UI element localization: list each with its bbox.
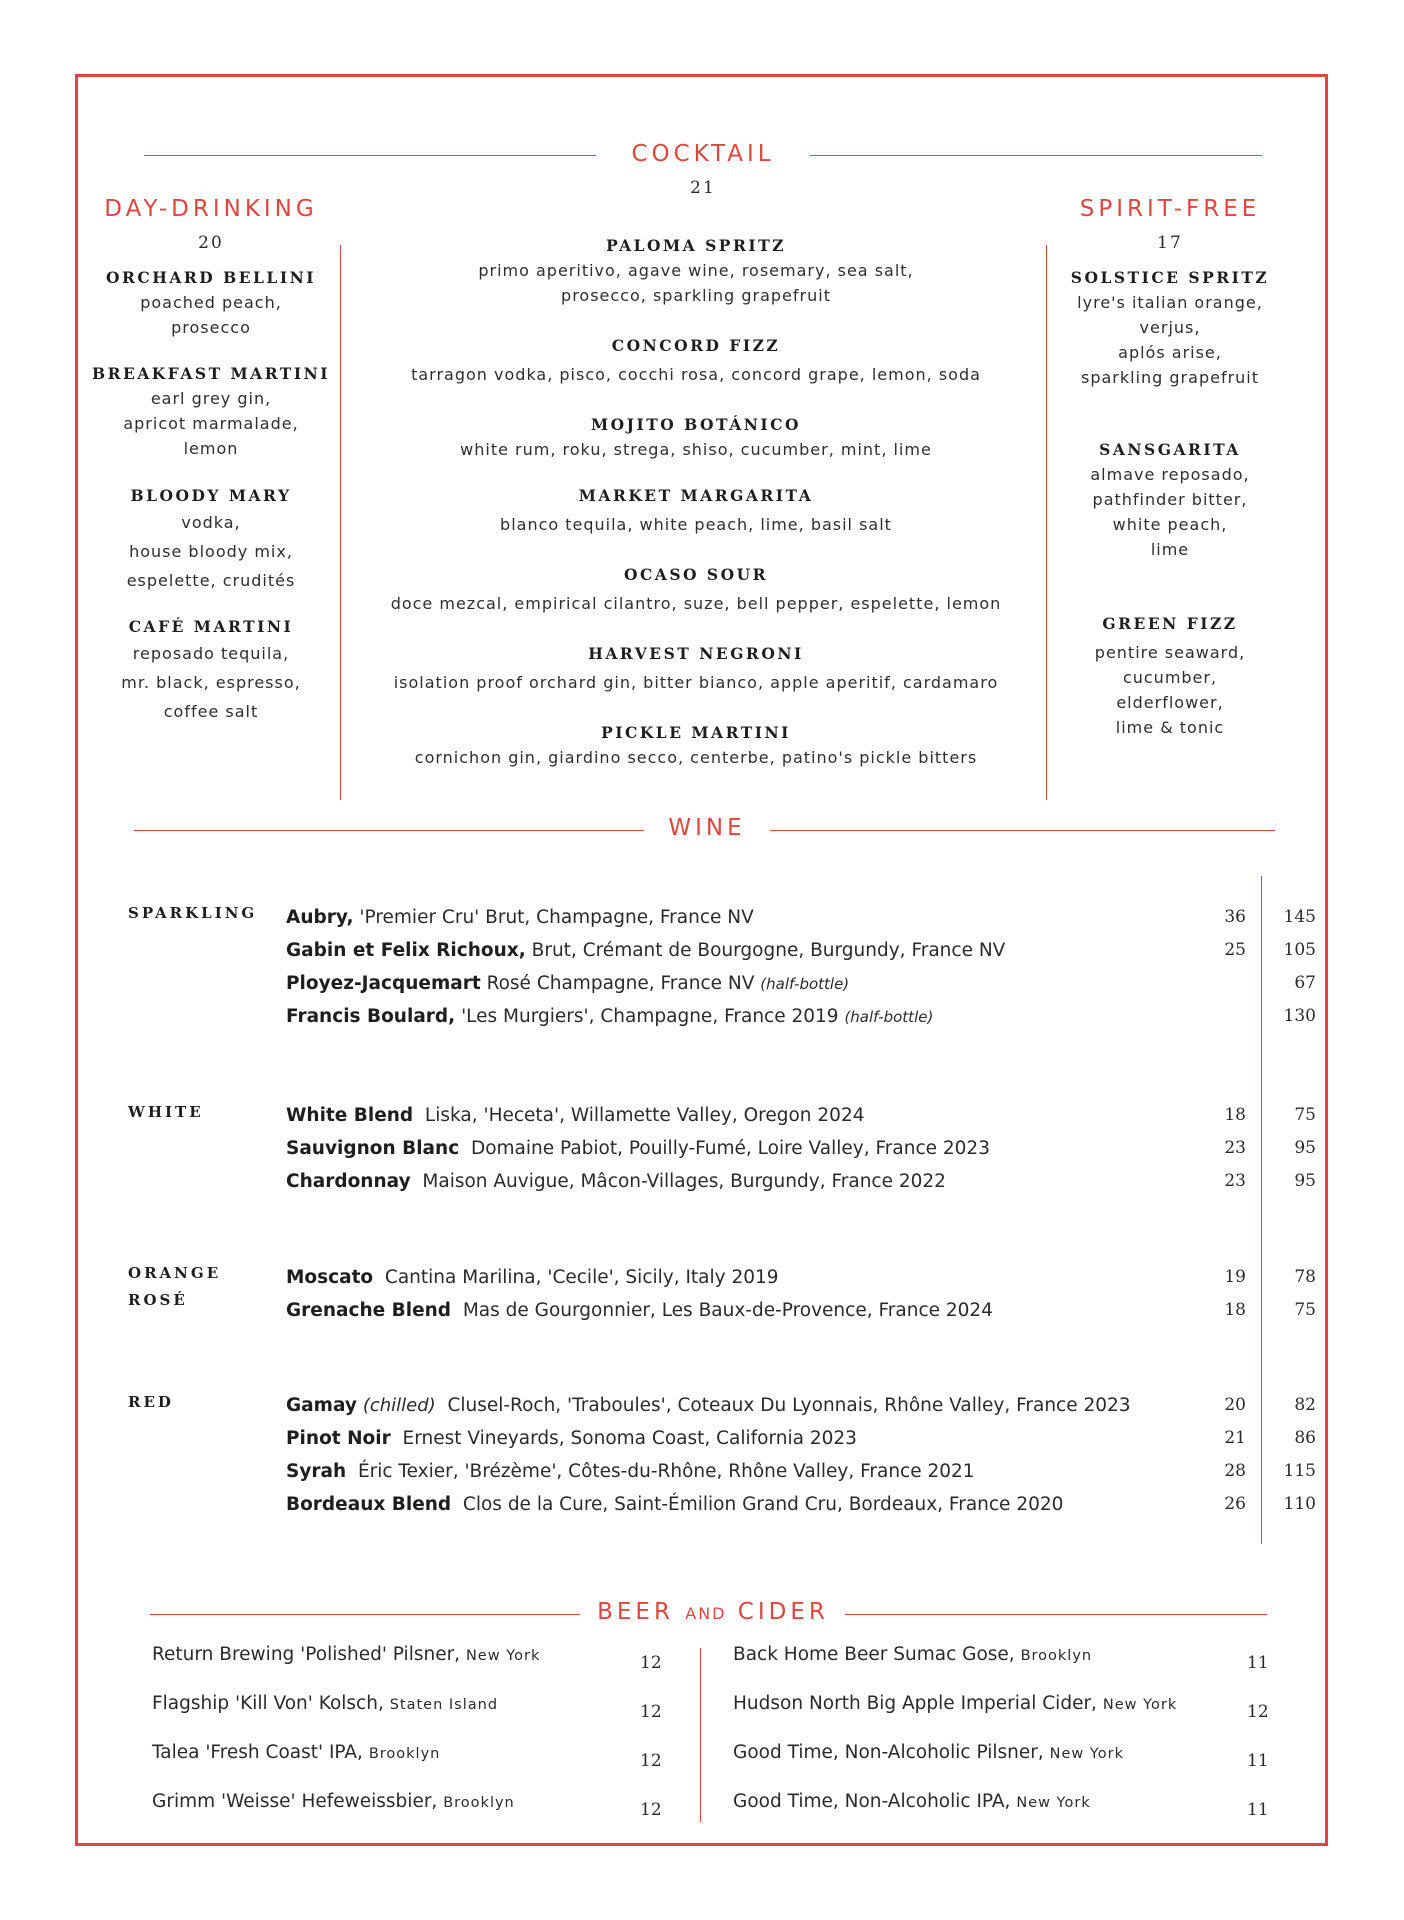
beer-location: Brooklyn bbox=[1020, 1648, 1093, 1664]
day-drinking-list bbox=[80, 266, 342, 726]
wine-bottle-price: 82 bbox=[1294, 1395, 1316, 1415]
drink-name: HARVEST NEGRONI bbox=[588, 644, 804, 663]
wine-name: Moscato bbox=[286, 1267, 374, 1288]
wine-detail: Domaine Pabiot, Pouilly-Fumé, Loire Valley, France 2023 bbox=[470, 1138, 990, 1159]
beer-title-beer: BEER bbox=[597, 1599, 674, 1625]
drink-item bbox=[350, 484, 1042, 541]
wine-name: White Blend bbox=[286, 1105, 414, 1126]
wine-bottle-price: 105 bbox=[1283, 940, 1316, 960]
wine-glass-price: 25 bbox=[1224, 940, 1246, 960]
cocktail-rule-left bbox=[144, 155, 596, 156]
drink-description: lyre's italian orange, verjus, aplós arise, sparkling grapefruit bbox=[1077, 293, 1263, 387]
wine-name: Gabin et Felix Richoux, bbox=[286, 940, 526, 961]
beer-rule-left bbox=[150, 1614, 580, 1615]
wine-name: Bordeaux Blend bbox=[286, 1494, 452, 1515]
wine-category-white: WHITE bbox=[128, 1103, 204, 1121]
beer-name: Talea 'Fresh Coast' IPA, bbox=[152, 1742, 363, 1763]
beer-price: 12 bbox=[640, 1751, 662, 1771]
drink-description: poached peach, prosecco bbox=[140, 293, 282, 337]
wine-detail: 'Premier Cru' Brut, Champagne, France NV bbox=[359, 907, 754, 928]
drink-item bbox=[350, 563, 1042, 620]
wine-bottle-price: 78 bbox=[1294, 1267, 1316, 1287]
wine-detail: Ernest Vineyards, Sonoma Coast, California 2023 bbox=[402, 1428, 857, 1449]
wine-rule-left bbox=[134, 830, 644, 831]
beer-title-and: AND bbox=[685, 1604, 727, 1623]
beer-location: New York bbox=[465, 1648, 541, 1664]
wine-bottle-price: 145 bbox=[1283, 907, 1316, 927]
wine-note: (chilled) bbox=[362, 1395, 436, 1416]
wine-detail: Cantina Marilina, 'Cecile', Sicily, Italy 2019 bbox=[384, 1267, 779, 1288]
wine-bottle-price: 75 bbox=[1294, 1300, 1316, 1320]
drink-name: CAFÉ MARTINI bbox=[128, 617, 294, 636]
drink-description: pentire seaward, cucumber, elderflower, lime & tonic bbox=[1094, 643, 1246, 737]
beer-row bbox=[733, 1679, 1273, 1729]
drink-description: primo aperitivo, agave wine, rosemary, sea salt, prosecco, sparkling grapefruit bbox=[478, 261, 914, 305]
beer-price: 12 bbox=[1247, 1702, 1269, 1722]
drink-name: OCASO SOUR bbox=[623, 565, 769, 584]
beer-location: New York bbox=[1016, 1795, 1091, 1811]
wine-detail: 'Les Murgiers', Champagne, France 2019 bbox=[461, 1006, 839, 1027]
wine-row bbox=[286, 1422, 1316, 1455]
beer-location: Brooklyn bbox=[368, 1746, 441, 1762]
wine-category-sparkling: SPARKLING bbox=[128, 904, 258, 922]
cocktail-list bbox=[350, 234, 1042, 770]
beer-title bbox=[584, 1599, 842, 1625]
drink-item bbox=[1050, 266, 1290, 390]
beer-name: Hudson North Big Apple Imperial Cider, bbox=[733, 1693, 1097, 1714]
drink-name: PALOMA SPRITZ bbox=[606, 236, 786, 255]
beer-location: New York bbox=[1102, 1697, 1178, 1713]
wine-name: Gamay bbox=[286, 1395, 357, 1416]
drink-item bbox=[1050, 438, 1290, 562]
beer-title-cider: CIDER bbox=[737, 1599, 829, 1625]
wine-name: Sauvignon Blanc bbox=[286, 1138, 460, 1159]
wine-row bbox=[286, 1261, 1316, 1294]
wine-detail: Clos de la Cure, Saint-Émilion Grand Cru, Bordeaux, France 2020 bbox=[462, 1494, 1064, 1515]
drink-name: GREEN FIZZ bbox=[1102, 614, 1238, 633]
cocktail-rule-right bbox=[810, 155, 1262, 156]
wine-detail: Mas de Gourgonnier, Les Baux-de-Provence, France 2024 bbox=[462, 1300, 993, 1321]
wine-category-red: RED bbox=[128, 1393, 174, 1411]
beer-price: 12 bbox=[640, 1702, 662, 1722]
wine-title: WINE bbox=[668, 815, 746, 841]
wine-name: Chardonnay bbox=[286, 1171, 411, 1192]
beer-name: Good Time, Non-Alcoholic IPA, bbox=[733, 1791, 1011, 1812]
wine-bottle-price: 110 bbox=[1283, 1494, 1316, 1514]
wine-category-orange-rose: ORANGE ROSÉ bbox=[128, 1264, 222, 1309]
drink-description: doce mezcal, empirical cilantro, suze, bell pepper, espelette, lemon bbox=[390, 594, 1002, 613]
beer-row bbox=[733, 1728, 1273, 1778]
drink-item bbox=[80, 266, 342, 340]
drink-item bbox=[350, 334, 1042, 391]
drink-name: MOJITO BOTÁNICO bbox=[590, 415, 802, 434]
beer-name: Good Time, Non-Alcoholic Pilsner, bbox=[733, 1742, 1044, 1763]
wine-row bbox=[286, 1000, 1316, 1033]
spirit-free-price: 17 bbox=[1157, 233, 1183, 253]
wine-row bbox=[286, 1132, 1316, 1165]
drink-item bbox=[80, 615, 342, 726]
beer-location: New York bbox=[1049, 1746, 1125, 1762]
drink-description: isolation proof orchard gin, bitter bianco, apple aperitif, cardamaro bbox=[393, 673, 999, 692]
drink-item bbox=[80, 484, 342, 595]
wine-glass-price: 23 bbox=[1224, 1171, 1246, 1191]
wine-detail: Éric Texier, 'Brézème', Côtes-du-Rhône, Rhône Valley, France 2021 bbox=[357, 1461, 975, 1482]
beer-price: 12 bbox=[640, 1653, 662, 1673]
beer-row bbox=[733, 1630, 1273, 1680]
drink-description: almave reposado, pathfinder bitter, white peach, lime bbox=[1090, 465, 1250, 559]
spirit-free-list bbox=[1050, 266, 1290, 740]
wine-glass-price: 28 bbox=[1224, 1461, 1246, 1481]
wine-glass-price: 18 bbox=[1224, 1105, 1246, 1125]
wine-bottle-price: 115 bbox=[1283, 1461, 1316, 1481]
column-divider-left bbox=[340, 245, 341, 800]
drink-item bbox=[350, 721, 1042, 770]
wine-row bbox=[286, 1455, 1316, 1488]
drink-item bbox=[80, 362, 342, 461]
wine-note: (half-bottle) bbox=[844, 1008, 934, 1026]
beer-location: Staten Island bbox=[389, 1697, 499, 1713]
wine-row bbox=[286, 1099, 1316, 1132]
beer-row bbox=[152, 1728, 672, 1778]
wine-name: Pinot Noir bbox=[286, 1428, 391, 1449]
drink-item bbox=[350, 234, 1042, 308]
wine-bottle-price: 130 bbox=[1283, 1006, 1316, 1026]
drink-description: earl grey gin, apricot marmalade, lemon bbox=[123, 389, 299, 458]
wine-row bbox=[286, 967, 1316, 1000]
beer-row bbox=[152, 1679, 672, 1729]
beer-location: Brooklyn bbox=[443, 1795, 515, 1811]
wine-row bbox=[286, 901, 1316, 934]
drink-description: blanco tequila, white peach, lime, basil salt bbox=[500, 515, 892, 534]
drink-name: SANSGARITA bbox=[1099, 440, 1241, 459]
wine-name: Syrah bbox=[286, 1461, 347, 1482]
day-drinking-title: DAY-DRINKING bbox=[104, 196, 318, 222]
beer-price: 12 bbox=[640, 1800, 662, 1820]
wine-rule-right bbox=[770, 830, 1275, 831]
beer-name: Back Home Beer Sumac Gose, bbox=[733, 1644, 1015, 1665]
wine-glass-price: 23 bbox=[1224, 1138, 1246, 1158]
beer-name: Return Brewing 'Polished' Pilsner, bbox=[152, 1644, 461, 1665]
drink-name: PICKLE MARTINI bbox=[601, 723, 791, 742]
wine-detail: Liska, 'Heceta', Willamette Valley, Oregon 2024 bbox=[424, 1105, 865, 1126]
beer-price: 11 bbox=[1247, 1653, 1269, 1673]
beer-rule-right bbox=[845, 1614, 1267, 1615]
wine-bottle-price: 67 bbox=[1294, 973, 1316, 993]
wine-glass-price: 21 bbox=[1224, 1428, 1246, 1448]
wine-glass-price: 19 bbox=[1224, 1267, 1246, 1287]
drink-description: vodka, house bloody mix, espelette, crudités bbox=[126, 513, 296, 590]
spirit-free-title: SPIRIT-FREE bbox=[1079, 196, 1261, 222]
wine-name: Francis Boulard, bbox=[286, 1006, 456, 1027]
wine-note: (half-bottle) bbox=[760, 975, 850, 993]
beer-row bbox=[733, 1777, 1273, 1827]
drink-name: SOLSTICE SPRITZ bbox=[1070, 268, 1270, 287]
beer-price: 11 bbox=[1247, 1751, 1269, 1771]
wine-glass-price: 20 bbox=[1224, 1395, 1246, 1415]
wine-row bbox=[286, 1294, 1316, 1327]
beer-row bbox=[152, 1777, 672, 1827]
wine-glass-price: 36 bbox=[1224, 907, 1246, 927]
drink-name: BREAKFAST MARTINI bbox=[91, 364, 331, 383]
wine-bottle-price: 95 bbox=[1294, 1171, 1316, 1191]
wine-name: Aubry, bbox=[286, 907, 354, 928]
drink-name: ORCHARD BELLINI bbox=[106, 268, 316, 287]
drink-description: cornichon gin, giardino secco, centerbe, patino's pickle bitters bbox=[414, 748, 978, 767]
drink-item bbox=[350, 642, 1042, 699]
wine-bottle-price: 75 bbox=[1294, 1105, 1316, 1125]
cocktail-title: COCKTAIL bbox=[631, 141, 775, 167]
drink-name: BLOODY MARY bbox=[130, 486, 292, 505]
wine-row bbox=[286, 1389, 1316, 1422]
wine-bottle-price: 86 bbox=[1294, 1428, 1316, 1448]
drink-name: CONCORD FIZZ bbox=[611, 336, 781, 355]
wine-glass-price: 26 bbox=[1224, 1494, 1246, 1514]
wine-row bbox=[286, 1165, 1316, 1198]
wine-glass-price: 18 bbox=[1224, 1300, 1246, 1320]
wine-bottle-price: 95 bbox=[1294, 1138, 1316, 1158]
day-drinking-price: 20 bbox=[198, 233, 224, 253]
wine-detail: Maison Auvigue, Mâcon-Villages, Burgundy, France 2022 bbox=[422, 1171, 946, 1192]
cocktail-price: 21 bbox=[690, 178, 716, 198]
wine-name: Grenache Blend bbox=[286, 1300, 452, 1321]
drink-item bbox=[1050, 612, 1290, 740]
beer-name: Grimm 'Weisse' Hefeweissbier, bbox=[152, 1791, 438, 1812]
wine-row bbox=[286, 1488, 1316, 1521]
beer-name: Flagship 'Kill Von' Kolsch, bbox=[152, 1693, 384, 1714]
drink-description: white rum, roku, strega, shiso, cucumber, mint, lime bbox=[460, 440, 932, 459]
beer-price: 11 bbox=[1247, 1800, 1269, 1820]
wine-row bbox=[286, 934, 1316, 967]
beer-row bbox=[152, 1630, 672, 1680]
drink-description: tarragon vodka, pisco, cocchi rosa, concord grape, lemon, soda bbox=[411, 365, 981, 384]
beer-column-divider bbox=[700, 1648, 701, 1822]
drink-name: MARKET MARGARITA bbox=[578, 486, 814, 505]
wine-detail: Brut, Crémant de Bourgogne, Burgundy, France NV bbox=[531, 940, 1006, 961]
wine-name: Ployez-Jacquemart bbox=[286, 973, 481, 994]
column-divider-right bbox=[1046, 245, 1047, 800]
wine-detail: Clusel-Roch, 'Traboules', Coteaux Du Lyonnais, Rhône Valley, France 2023 bbox=[447, 1395, 1131, 1416]
drink-item bbox=[350, 413, 1042, 462]
drink-description: reposado tequila, mr. black, espresso, coffee salt bbox=[121, 644, 301, 721]
wine-detail: Rosé Champagne, France NV bbox=[486, 973, 755, 994]
